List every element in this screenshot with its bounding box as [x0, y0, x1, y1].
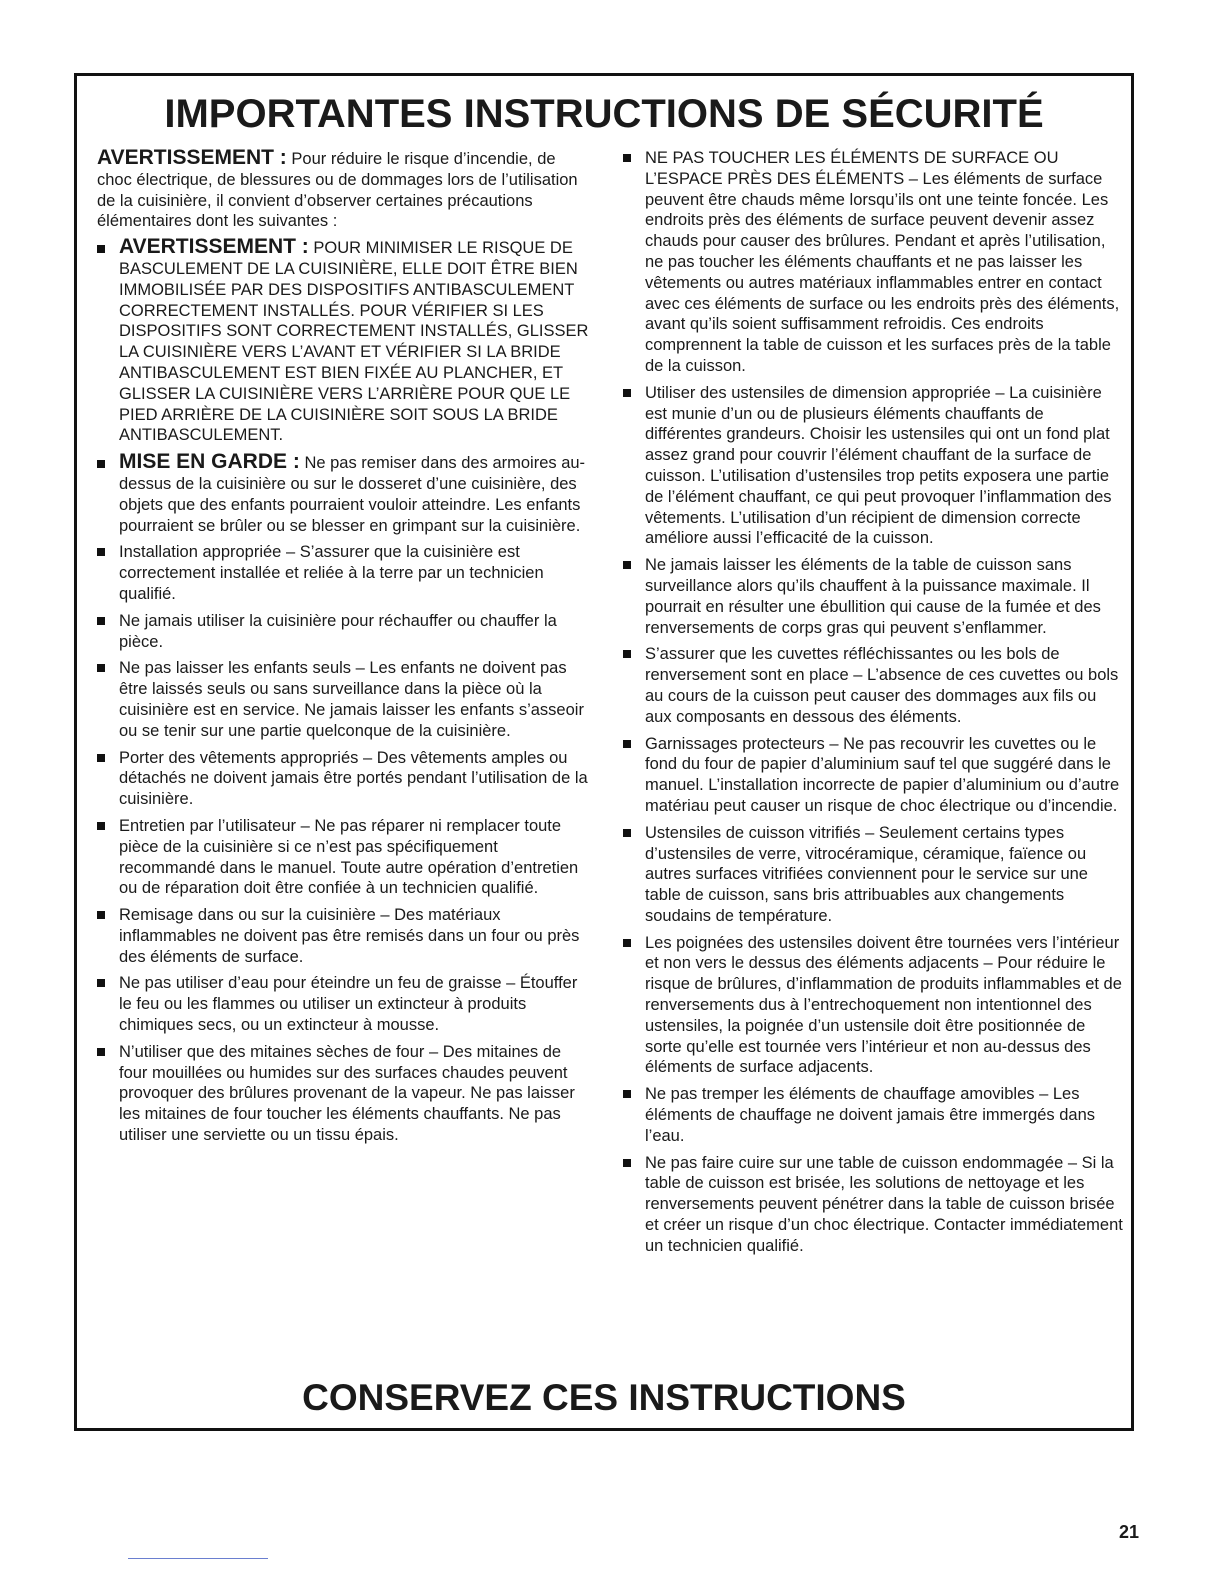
list-item — [97, 1042, 593, 1146]
item-text: Ne jamais laisser les éléments de la table de cuisson sans surveillance alors qu’ils chauffent à la puissance maximale. Il pourrait en résulter une ébullition qui cause de la fumée et des renversements de corps gras qui peuvent s’enflammer. — [645, 556, 1101, 637]
bullet-square-icon — [97, 460, 105, 468]
bullet-square-icon — [97, 664, 105, 672]
list-item — [97, 748, 593, 810]
bullet-square-icon — [97, 754, 105, 762]
item-text: Les poignées des ustensiles doivent être tournées vers l’intérieur et non vers le dessus des éléments adjacents – Pour réduire le risque de brûlures, d’inflammation de produits inflammables et de renversements dus à l’entrechoquement non intentionnel des ustensiles, la poignée d’un ustensile doit être positionnée de sorte qu’elle est tournée vers l’intérieur et non au-dessus des éléments de surface adjacents. — [645, 933, 1122, 1077]
item-text: Porter des vêtements appropriés – Des vêtements amples ou détachés ne doivent jamais être portés pendant l’utilisation de la cuisinière. — [119, 748, 588, 809]
list-item — [623, 1084, 1123, 1146]
list-item — [97, 658, 593, 741]
list-item — [623, 383, 1123, 549]
list-item — [623, 1153, 1123, 1257]
right-column — [623, 148, 1123, 1263]
bullet-square-icon — [623, 829, 631, 837]
item-text: Ne pas laisser les enfants seuls – Les enfants ne doivent pas être laissés seuls ou sans surveillance dans la pièce où la cuisinière est en service. Ne jamais laisser les enfants s’asseoir ou se tenir sur une partie quelconque de la cuisinière. — [119, 659, 584, 740]
intro-warning — [97, 148, 593, 232]
safety-instructions-box — [74, 73, 1134, 1431]
item-lead: AVERTISSEMENT : — [119, 235, 309, 259]
item-text: Garnissages protecteurs – Ne pas recouvrir les cuvettes ou le fond du four de papier d’aluminium sauf tel que suggéré dans le manuel. L’installation incorrecte de papier d’aluminium ou d’autre matériau peut causer un risque de choc électrique ou d’incendie. — [645, 734, 1120, 815]
item-text: Ne pas faire cuire sur une table de cuisson endommagée – Si la table de cuisson est brisée, les solutions de nettoyage et les renversements peuvent pénétrer dans la table de cuisson brisée et créer un risque d’un choc électrique. Contacter immédiatement un technicien qualifié. — [645, 1153, 1123, 1255]
bullet-square-icon — [623, 154, 631, 162]
bullet-square-icon — [623, 1090, 631, 1098]
divider — [128, 1558, 268, 1559]
bullet-square-icon — [623, 650, 631, 658]
list-item — [97, 973, 593, 1035]
item-text: Ne pas utiliser d’eau pour éteindre un feu de graisse – Étouffer le feu ou les flammes ou utiliser un extincteur à produits chimiques secs, ou un extincteur à mousse. — [119, 974, 578, 1035]
bullet-square-icon — [97, 911, 105, 919]
item-text: Entretien par l’utilisateur – Ne pas réparer ni remplacer toute pièce de la cuisinière si ce n’est pas spécifiquement recommandé dans le manuel. Toute autre opération d’entretien ou de réparation doit être confiée à un technicien qualifié. — [119, 816, 579, 898]
bullet-square-icon — [623, 1159, 631, 1167]
bullet-square-icon — [623, 939, 631, 947]
bullet-square-icon — [97, 245, 105, 253]
footer-title: CONSERVEZ CES INSTRUCTIONS — [302, 1377, 906, 1418]
list-item — [97, 611, 593, 653]
intro-lead: AVERTISSEMENT : — [97, 146, 287, 169]
list-item — [623, 933, 1123, 1079]
bullet-square-icon — [97, 822, 105, 830]
left-column — [97, 148, 593, 1152]
item-text: NE PAS TOUCHER LES ÉLÉMENTS DE SURFACE OU L’ESPACE PRÈS DES ÉLÉMENTS – Les éléments de surface peuvent être chauds même lorsqu’ils ont une teinte foncée. Les endroits près des éléments de surface peuvent devenir assez chauds pour causer des brûlures. Pendant et après l’utilisation, ne pas toucher les éléments chauffants et ne pas laisser les vêtements ou autres matériaux inflammables entrer en contact avec ces éléments de surface ou les endroits près des éléments, avant qu’ils soient suffisamment refroidis. Ces endroits comprennent la table de cuisson et les surfaces près de la table de la cuisson. — [645, 149, 1120, 375]
bullet-square-icon — [623, 389, 631, 397]
item-text: N’utiliser que des mitaines sèches de four – Des mitaines de four mouillées ou humides sur des surfaces chaudes peuvent provoquer des brûlures provenant de la vapeur. Ne pas laisser les mitaines de four toucher les éléments chauffants. Ne pas utiliser une serviette ou un tissu épais. — [119, 1042, 575, 1145]
bullet-square-icon — [97, 979, 105, 987]
item-text: Ustensiles de cuisson vitrifiés – Seulement certains types d’ustensiles de verre, vitrocéramique, céramique, faïence ou autres surfaces vitrifiées conviennent pour le service sur une table de cuisson, sans bris attribuables aux changements soudains de température. — [645, 823, 1088, 925]
page-title: IMPORTANTES INSTRUCTIONS DE SÉCURITÉ — [164, 92, 1044, 136]
bullet-square-icon — [97, 548, 105, 556]
page-number: 21 — [1118, 1522, 1139, 1542]
item-text: Ne pas tremper les éléments de chauffage amovibles – Les éléments de chauffage ne doivent jamais être immergés dans l’eau. — [645, 1085, 1096, 1145]
list-item — [97, 816, 593, 899]
intro-text: Pour réduire le risque d’incendie, de choc électrique, de blessures ou de dommages lors de l’utilisation de la cuisinière, il convient d’observer certaines précautions élémentaires dont les suivantes : — [97, 150, 578, 231]
bullet-square-icon — [97, 617, 105, 625]
bullet-square-icon — [623, 740, 631, 748]
list-item — [97, 452, 593, 536]
list-item — [623, 823, 1123, 927]
bullet-square-icon — [623, 561, 631, 569]
list-item — [623, 644, 1123, 727]
item-text: Ne jamais utiliser la cuisinière pour réchauffer ou chauffer la pièce. — [119, 611, 557, 651]
list-item — [97, 237, 593, 446]
list-item — [623, 148, 1123, 377]
item-lead: MISE EN GARDE : — [119, 450, 300, 474]
item-text: Remisage dans ou sur la cuisinière – Des matériaux inflammables ne doivent pas être remisés dans un four ou près des éléments de surface. — [119, 906, 580, 966]
list-item — [97, 905, 593, 967]
item-text: Installation appropriée – S’assurer que la cuisinière est correctement installée et reliée à la terre par un technicien qualifié. — [119, 543, 544, 603]
item-text: POUR MINIMISER LE RISQUE DE BASCULEMENT DE LA CUISINIÈRE, ELLE DOIT ÊTRE BIEN IMMOBILISÉE PAR DES DISPOSITIFS ANTIBASCULEMENT CORRECTEMENT INSTALLÉS. POUR VÉRIFIER SI LES DISPOSITIFS SONT CORRECTEMENT INSTALLÉS, GLISSER LA CUISINIÈRE VERS L’AVANT ET VÉRIFIER SI LA BRIDE ANTIBASCULEMENT EST BIEN FIXÉE AU PLANCHER, ET GLISSER LA CUISINIÈRE VERS L’ARRIÈRE POUR QUE LE PIED ARRIÈRE DE LA CUISINIÈRE SOIT SOUS LA BRIDE ANTIBASCULEMENT. — [119, 239, 589, 445]
item-text: Utiliser des ustensiles de dimension appropriée – La cuisinière est munie d’un ou de plusieurs éléments chauffants de différentes grandeurs. Choisir les ustensiles qui ont un fond plat assez grand pour couvrir l’élément chauffant de la surface de cuisson. L’utilisation d’ustensiles trop petits exposera une partie de l’élément chauffant, ce qui peut provoquer l’inflammation des vêtements. L’utilisation d’un récipient de dimension correcte améliore aussi l’efficacité de la cuisson. — [645, 383, 1112, 548]
list-item — [623, 555, 1123, 638]
list-item — [623, 734, 1123, 817]
bullet-square-icon — [97, 1048, 105, 1056]
item-text: Ne pas remiser dans des armoires au-dessus de la cuisinière ou sur le dosseret d’une cuisinière, des objets que des enfants pourraient vouloir atteindre. Les enfants pourraient se brûler ou se blesser en grimpant sur la cuisinière. — [119, 454, 586, 535]
list-item — [97, 542, 593, 604]
item-text: S’assurer que les cuvettes réfléchissantes ou les bols de renversement sont en place – L’absence de ces cuvettes ou bols au cours de la cuisson peut causer des dommages aux fils ou aux composants en dessous des éléments. — [645, 645, 1119, 726]
